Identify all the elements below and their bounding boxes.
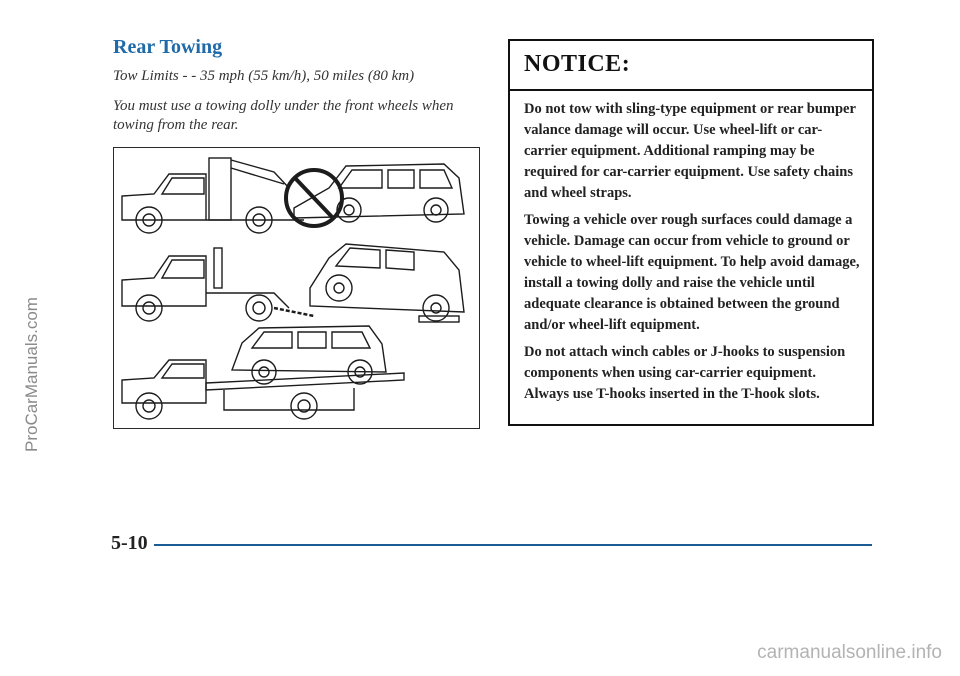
notice-box	[508, 39, 874, 426]
wheel-lift-truck	[122, 248, 314, 321]
suv-vehicle-3	[232, 326, 386, 384]
footer-rule	[154, 544, 872, 546]
tow-limits-text: Tow Limits - - 35 mph (55 km/h), 50 miles (80 km)	[113, 68, 415, 84]
bottom-watermark: carmanualsonline.info	[757, 642, 942, 663]
sling-tow-truck	[122, 158, 304, 220]
page-title: Rear Towing	[113, 36, 223, 58]
notice-paragraph: Do not tow with sling-type equipment or rear bumper valance damage will occur. Use wheel-lift or car-carrier equipment. Additional ramping may be required for car-carrier equipment. Use safety chains and wheel straps.	[524, 101, 856, 201]
suv-vehicle-1	[294, 164, 464, 222]
page-number: 5-10	[111, 532, 148, 554]
car-carrier-truck	[122, 360, 404, 419]
side-watermark: ProCarManuals.com	[22, 297, 41, 452]
dolly-note-text: You must use a towing dolly under the front wheels when towing from the rear.	[113, 98, 454, 133]
notice-heading: NOTICE:	[510, 41, 872, 91]
notice-paragraph: Do not attach winch cables or J-hooks to suspension components when using car-carrier equipment. Always use T-hooks inserted in the T-hook slots.	[524, 344, 846, 402]
suv-vehicle-2	[310, 244, 464, 322]
notice-paragraph: Towing a vehicle over rough surfaces could damage a vehicle. Damage can occur from vehicle to ground or vehicle to wheel-lift equipment. To help avoid damage, install a towing dolly and raise the vehicle until adequate clearance is obtained between the ground and/or wheel-lift equipment.	[524, 212, 860, 333]
towing-illustration	[113, 147, 480, 429]
notice-body	[510, 91, 872, 405]
